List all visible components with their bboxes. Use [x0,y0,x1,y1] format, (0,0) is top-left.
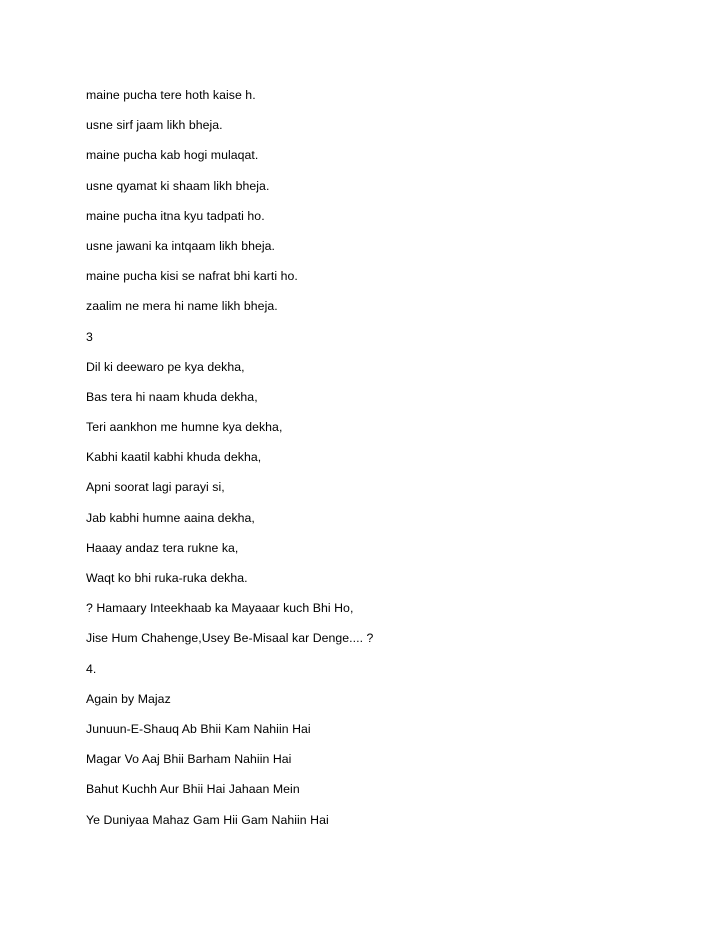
text-line: maine pucha itna kyu tadpati ho. [86,208,265,223]
text-line: maine pucha tere hoth kaise h. [86,88,256,102]
text-line: zaalim ne mera hi name likh bheja. [86,299,278,314]
text-line: Ye Duniyaa Mahaz Gam Hii Gam Nahiin Hai [86,812,329,827]
text-line: usne qyamat ki shaam likh bheja. [86,178,270,193]
document-body [86,86,686,841]
text-line: Junuun-E-Shauq Ab Bhii Kam Nahiin Hai [86,721,311,736]
section-number: 4. [86,661,97,676]
section-number: 3 [86,329,93,344]
text-line: Dil ki deewaro pe kya dekha, [86,359,245,374]
text-line: usne jawani ka intqaam likh bheja. [86,238,275,253]
text-line: Haaay andaz tera rukne ka, [86,540,239,555]
text-line: maine pucha kab hogi mulaqat. [86,148,259,163]
text-line: Bahut Kuchh Aur Bhii Hai Jahaan Mein [86,782,300,797]
text-line: Apni soorat lagi parayi si, [86,480,225,495]
text-line: maine pucha kisi se nafrat bhi karti ho. [86,269,298,284]
text-line: Waqt ko bhi ruka-ruka dekha. [86,571,248,585]
text-line: Kabhi kaatil kabhi khuda dekha, [86,450,262,465]
text-line: ? Hamaary Inteekhaab ka Mayaaar kuch Bhi Ho, [86,601,354,616]
text-line: usne sirf jaam likh bheja. [86,118,223,133]
text-line: Teri aankhon me humne kya dekha, [86,420,283,435]
text-line: Bas tera hi naam khuda dekha, [86,389,258,404]
text-line: Again by Majaz [86,691,171,706]
text-line: Jise Hum Chahenge,Usey Be-Misaal kar Denge.... ? [86,631,374,646]
text-line: Jab kabhi humne aaina dekha, [86,510,255,525]
text-line: Magar Vo Aaj Bhii Barham Nahiin Hai [86,752,292,767]
